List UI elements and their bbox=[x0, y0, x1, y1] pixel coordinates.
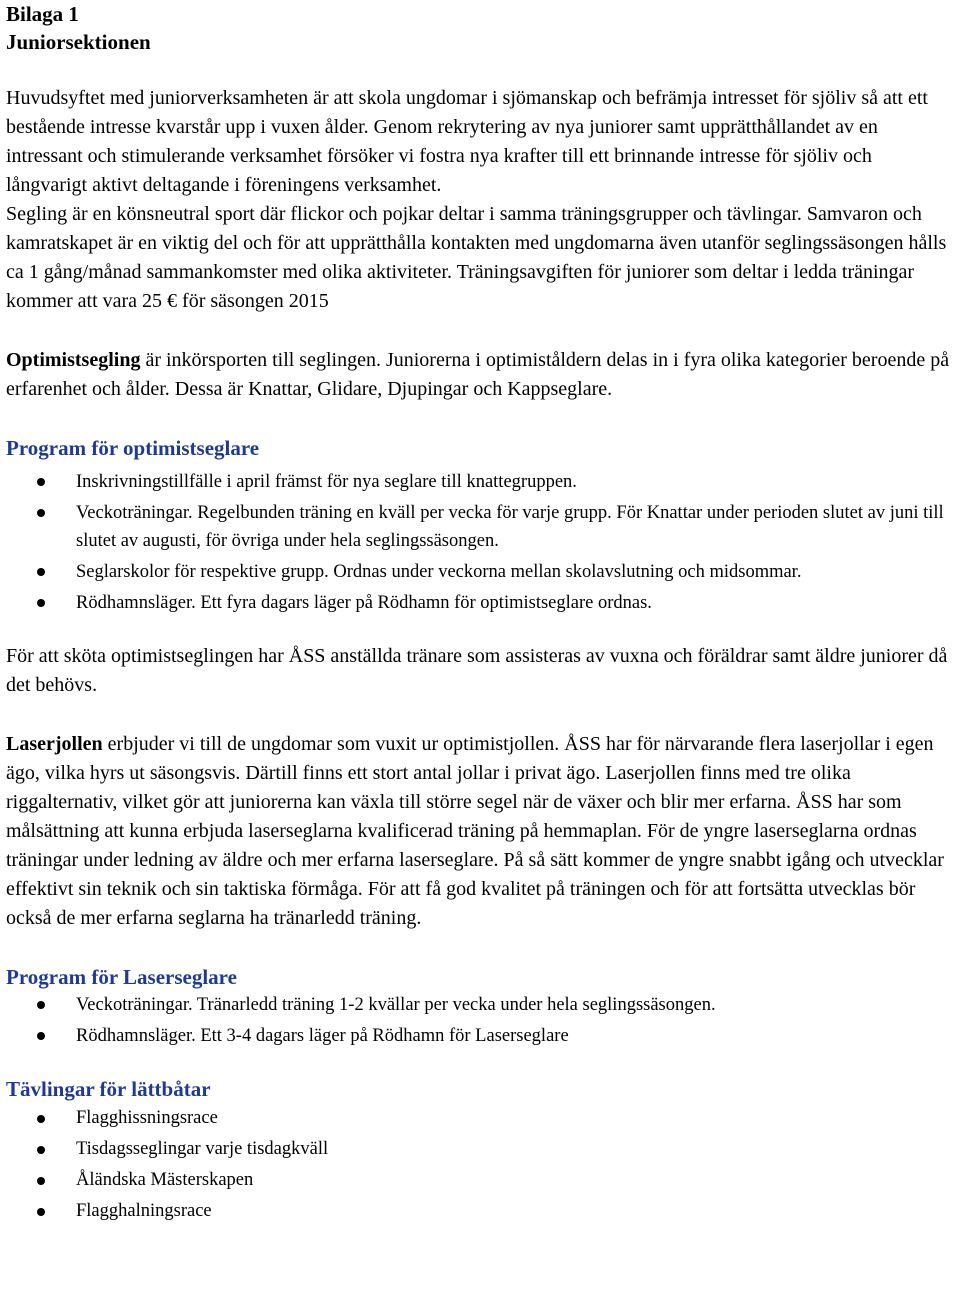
list-item bbox=[6, 589, 954, 617]
intro-paragraph-2: Segling är en könsneutral sport där flickor och pojkar deltar i samma träningsgrupper och tävlingar. Samvaron och kamratskapet är en viktig del och för att upprätthålla kontakten med ungdomarna även utanför seglingssäsongen hålls ca 1 gång/månad sammankomster med olika aktiviteter. Träningsavgiften för juniorer som deltar i ledda träningar kommer att vara 25 € för säsongen 2015 bbox=[6, 203, 947, 312]
optimist-term: Optimistsegling bbox=[6, 349, 141, 371]
races-title: Tävlingar för lättbåtar bbox=[6, 1077, 211, 1101]
intro-paragraph-1: Huvudsyftet med juniorverksamheten är att skola ungdomar i sjömanskap och befrämja intresset för sjöliv så att ett bestående intresse kvarstår upp i vuxen ålder. Genom rekrytering av nya juniorer samt upprätthållandet av en intressant och stimulerande verksamhet försöker vi fostra nya krafter till ett brinnande intresse för sjöliv och långvarigt aktivt deltagande i föreningens verksamhet. bbox=[6, 87, 928, 196]
trainers-paragraph: För att sköta optimistseglingen har ÅSS anställda tränare som assisteras av vuxna och föräldrar samt äldre juniorer då det behövs. bbox=[6, 645, 948, 696]
optimist-paragraph bbox=[6, 346, 954, 404]
bullet-icon bbox=[37, 568, 45, 576]
list-item-text: Åländska Mästerskapen bbox=[76, 1170, 254, 1190]
list-item bbox=[6, 1196, 954, 1227]
bullet-icon bbox=[37, 478, 45, 486]
list-item bbox=[6, 1022, 954, 1050]
races-list bbox=[6, 1103, 954, 1227]
list-item-text: Flagghalningsrace bbox=[76, 1201, 212, 1221]
bullet-icon bbox=[37, 1177, 45, 1185]
list-item bbox=[6, 558, 954, 586]
list-item bbox=[6, 991, 954, 1019]
bullet-icon bbox=[37, 1146, 45, 1154]
list-item-text: Seglarskolor för respektive grupp. Ordnas under veckorna mellan skolavslutning och midsommar. bbox=[76, 562, 802, 582]
bullet-icon bbox=[37, 1115, 45, 1123]
list-item-text: Veckoträningar. Regelbunden träning en kväll per vecka för varje grupp. För Knattar under perioden slutet av juni till slutet av augusti, för övriga under hela seglingssäsongen. bbox=[76, 503, 944, 551]
program-optimist-title: Program för optimistseglare bbox=[6, 436, 260, 460]
laser-paragraph bbox=[6, 730, 954, 933]
list-item-text: Inskrivningstillfälle i april främst för nya seglare till knattegruppen. bbox=[76, 472, 577, 492]
appendix-label: Bilaga 1 bbox=[6, 2, 79, 26]
list-item bbox=[6, 468, 954, 496]
list-item-text: Rödhamnsläger. Ett 3-4 dagars läger på Rödhamn för Laserseglare bbox=[76, 1026, 569, 1046]
optimist-text: är inkörsporten till seglingen. Juniorerna i optimiståldern delas in i fyra olika kategorier beroende på erfarenhet och ålder. Dessa är Knattar, Glidare, Djupingar och Kappseglare. bbox=[6, 349, 950, 400]
bullet-icon bbox=[37, 509, 45, 517]
list-item bbox=[6, 499, 954, 555]
list-item-text: Flagghissningsrace bbox=[76, 1108, 218, 1128]
bullet-icon bbox=[37, 1001, 45, 1009]
list-item-text: Tisdagsseglingar varje tisdagkväll bbox=[76, 1139, 329, 1159]
bullet-icon bbox=[37, 1208, 45, 1216]
list-item-text: Veckoträningar. Tränarledd träning 1-2 kvällar per vecka under hela seglingssäsongen. bbox=[76, 995, 716, 1015]
laser-text: erbjuder vi till de ungdomar som vuxit ur optimistjollen. ÅSS har för närvarande flera laserjollar i egen ägo, vilka hyrs ut säsongsvis. Därtill finns ett stort antal jollar i privat ägo. Laserjollen finns med tre olika riggalternativ, vilket gör att juniorerna kan växla till större segel när de växer och blir mer erfarna. ÅSS har som målsättning att kunna erbjuda laserseglarna kvalificerad träning på hemmaplan. För de yngre laserseglarna ordnas träningar under ledning av äldre och mer erfarna laserseglare. På så sätt kommer de yngre snabbt igång och utvecklar effektivt sin teknik och sin taktiska förmåga. För att få god kvalitet på träningen och för att fortsätta utvecklas bör också de mer erfarna seglarna ha tränarledd träning. bbox=[6, 733, 944, 929]
bullet-icon bbox=[37, 599, 45, 607]
laser-term: Laserjollen bbox=[6, 733, 103, 755]
list-item-text: Rödhamnsläger. Ett fyra dagars läger på Rödhamn för optimistseglare ordnas. bbox=[76, 593, 652, 613]
bullet-icon bbox=[37, 1032, 45, 1040]
program-optimist-list bbox=[6, 468, 954, 617]
list-item bbox=[6, 1165, 954, 1196]
page-title: Juniorsektionen bbox=[6, 30, 151, 54]
program-laser-title: Program för Laserseglare bbox=[6, 965, 237, 989]
list-item bbox=[6, 1103, 954, 1134]
list-item bbox=[6, 1134, 954, 1165]
program-laser-list bbox=[6, 991, 954, 1050]
